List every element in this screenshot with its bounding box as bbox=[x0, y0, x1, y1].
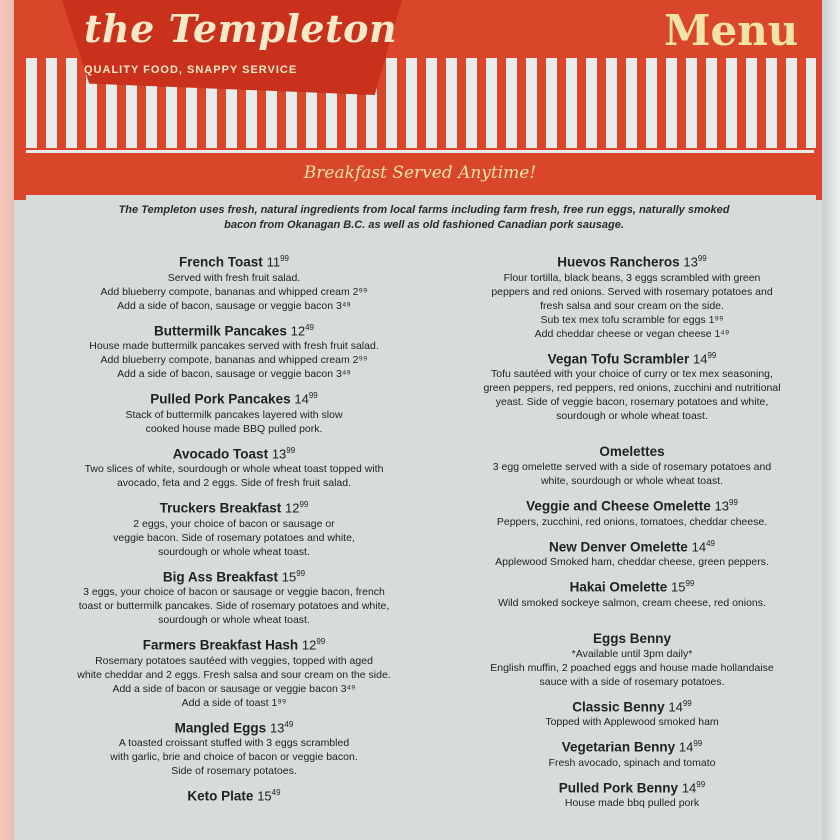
intro-paragraph: The Templeton uses fresh, natural ingredients from local farms including farm fresh, free run eggs, naturally smoked bacon from Okanagan B.C. as well as old fashioned Canadian pork sausage. bbox=[118, 204, 730, 231]
menu-item-price: 14 bbox=[692, 351, 708, 366]
menu-item-title bbox=[452, 575, 812, 596]
menu-item-price: 14 bbox=[681, 780, 697, 795]
paper-edge-right bbox=[822, 0, 840, 840]
menu-item-title bbox=[452, 250, 812, 271]
menu-item-name: Hakai Omelette bbox=[569, 579, 668, 595]
menu-item-title bbox=[44, 319, 424, 340]
menu-item-description: House made buttermilk pancakes served with fresh fruit salad. bbox=[89, 340, 379, 352]
menu-item-price: 13 bbox=[714, 498, 729, 514]
menu-item bbox=[44, 496, 424, 559]
menu-item-description: green peppers, red peppers, red onions, zucchini and nutritional bbox=[483, 382, 781, 394]
menu-item-description: white, sourdough or whole wheat toast. bbox=[540, 475, 724, 487]
menu-item-cents: 99 bbox=[728, 498, 738, 507]
menu-item-name: Omelettes bbox=[599, 444, 665, 459]
menu-item-description: peppers and red onions. Served with rosemary potatoes and bbox=[491, 285, 773, 298]
menu-item-description: *Available until 3pm daily* bbox=[571, 647, 693, 660]
banner-divider bbox=[26, 150, 814, 153]
menu-item bbox=[44, 387, 424, 436]
menu-item-cents: 99 bbox=[299, 500, 309, 509]
menu-item-title bbox=[44, 784, 424, 805]
menu-item-description: yeast. Side of veggie bacon, rosemary potatoes and white, bbox=[495, 396, 769, 408]
menu-item-description: sourdough or whole wheat toast. bbox=[158, 545, 310, 558]
menu-item-description: sourdough or whole wheat toast. bbox=[556, 410, 708, 422]
menu-item-description: Served with fresh fruit salad. bbox=[167, 271, 301, 284]
menu-item-name: Veggie and Cheese Omelette bbox=[526, 498, 711, 514]
menu-item-title bbox=[452, 443, 812, 460]
menu-item-description: Sub tex mex tofu scramble for eggs 1⁹⁹ bbox=[540, 313, 724, 326]
menu-column-left bbox=[44, 250, 424, 811]
menu-sheet bbox=[14, 0, 822, 840]
menu-item-title bbox=[44, 442, 424, 463]
section-gap bbox=[452, 429, 812, 443]
menu-item bbox=[44, 784, 424, 805]
section-gap bbox=[452, 616, 812, 630]
menu-item-description: 3 egg omelette served with a side of rosemary potatoes and bbox=[492, 461, 772, 473]
menu-item-description: Flour tortilla, black beans, 3 eggs scrambled with green bbox=[503, 271, 761, 284]
menu-item-price: 14 bbox=[668, 699, 683, 714]
menu-item-price: 15 bbox=[281, 569, 297, 584]
menu-item-cents: 49 bbox=[706, 538, 715, 548]
menu-item-name: Avocado Toast bbox=[172, 446, 269, 461]
paper-edge-left bbox=[0, 0, 14, 840]
menu-item-name: Buttermilk Pancakes bbox=[154, 323, 287, 338]
menu-item bbox=[452, 535, 812, 570]
menu-item-cents: 99 bbox=[707, 350, 717, 360]
menu-item-description: Add blueberry compote, bananas and whipped cream 2⁹⁹ bbox=[100, 285, 368, 298]
menu-item bbox=[452, 735, 812, 770]
menu-item-cents: 99 bbox=[296, 568, 306, 578]
menu-item-title bbox=[452, 695, 812, 716]
menu-item-description: Applewood Smoked ham, cheddar cheese, green peppers. bbox=[495, 556, 769, 568]
menu-item-description: 3 eggs, your choice of bacon or sausage or veggie bacon, french bbox=[83, 586, 385, 598]
menu-item-description: Add a side of bacon or sausage or veggie bacon 3⁴⁹ bbox=[112, 682, 356, 695]
menu-item-description: white cheddar and 2 eggs. Fresh salsa and sour cream on the side. bbox=[77, 668, 391, 681]
menu-item-description: Add a side of bacon, sausage or veggie bacon 3⁴⁹ bbox=[117, 368, 351, 380]
menu-item-description: House made bbq pulled pork bbox=[564, 797, 700, 809]
menu-item-title bbox=[452, 735, 812, 756]
menu-item bbox=[452, 250, 812, 341]
menu-item bbox=[452, 776, 812, 811]
menu-item-description: Add a side of toast 1⁹⁹ bbox=[181, 696, 287, 709]
menu-item-description: sauce with a side of rosemary potatoes. bbox=[539, 675, 725, 688]
menu-item-description: Peppers, zucchini, red onions, tomatoes, cheddar cheese. bbox=[496, 515, 768, 528]
menu-item bbox=[452, 630, 812, 689]
menu-item-name: French Toast bbox=[179, 254, 263, 270]
menu-item-cents: 99 bbox=[682, 698, 692, 708]
menu-item-name: Mangled Eggs bbox=[174, 720, 267, 735]
menu-item-description: Add cheddar cheese or vegan cheese 1⁴⁹ bbox=[534, 327, 730, 340]
menu-item-price: 14 bbox=[691, 539, 707, 554]
menu-item bbox=[44, 633, 424, 710]
menu-item-description: Add a side of bacon, sausage or veggie bacon 3⁴⁹ bbox=[117, 299, 351, 312]
menu-item-name: Keto Plate bbox=[187, 788, 254, 804]
menu-item-title bbox=[452, 535, 812, 556]
menu-item-description: Topped with Applewood smoked ham bbox=[545, 716, 719, 728]
menu-item-name: New Denver Omelette bbox=[549, 539, 688, 554]
menu-item-name: Big Ass Breakfast bbox=[162, 569, 278, 584]
menu-item-cents: 49 bbox=[305, 322, 314, 332]
menu-item-description: English muffin, 2 poached eggs and house made hollandaise bbox=[490, 661, 774, 674]
brand-name: the Templeton bbox=[84, 6, 398, 51]
menu-heading: Menu bbox=[664, 6, 799, 55]
menu-item bbox=[452, 695, 812, 730]
menu-item-description: Fresh avocado, spinach and tomato bbox=[548, 756, 716, 769]
menu-item-description: 2 eggs, your choice of bacon or sausage or bbox=[133, 517, 335, 530]
menu-item-cents: 99 bbox=[286, 445, 296, 455]
menu-item-description: Rosemary potatoes sautéed with veggies, topped with aged bbox=[95, 654, 373, 667]
menu-item-name: Pulled Pork Benny bbox=[558, 780, 679, 795]
menu-item-cents: 99 bbox=[280, 254, 289, 263]
menu-item-price: 15 bbox=[670, 579, 686, 595]
menu-item-title bbox=[44, 633, 424, 654]
menu-item bbox=[44, 716, 424, 779]
menu-item-price: 11 bbox=[266, 254, 281, 270]
menu-item-description: Wild smoked sockeye salmon, cream cheese, red onions. bbox=[498, 596, 766, 609]
menu-item-title bbox=[44, 387, 424, 408]
menu-item-price: 14 bbox=[294, 391, 309, 407]
menu-item-name: Huevos Rancheros bbox=[557, 254, 680, 270]
menu-item-title bbox=[452, 494, 812, 515]
menu-item-description: Side of rosemary potatoes. bbox=[171, 765, 297, 777]
menu-item-title bbox=[44, 565, 424, 586]
menu-item-description: Two slices of white, sourdough or whole wheat toast topped with bbox=[84, 463, 384, 475]
menu-item-title bbox=[44, 496, 424, 517]
menu-item-description: cooked house made BBQ pulled pork. bbox=[145, 422, 323, 435]
menu-item-price: 13 bbox=[683, 254, 698, 270]
menu-item-description: avocado, feta and 2 eggs. Side of fresh fruit salad. bbox=[116, 477, 352, 489]
menu-item-cents: 99 bbox=[685, 579, 695, 588]
menu-header bbox=[14, 0, 822, 200]
menu-item bbox=[452, 575, 812, 610]
menu-item bbox=[452, 494, 812, 529]
menu-item-title bbox=[44, 716, 424, 737]
menu-item-name: Truckers Breakfast bbox=[159, 500, 282, 516]
menu-item bbox=[452, 347, 812, 424]
menu-item-name: Vegetarian Benny bbox=[561, 739, 676, 755]
menu-item-title bbox=[44, 250, 424, 271]
menu-item-price: 15 bbox=[257, 788, 272, 804]
menu-item-name: Pulled Pork Pancakes bbox=[150, 391, 291, 407]
menu-item bbox=[44, 565, 424, 628]
banner-text: Breakfast Served Anytime! bbox=[303, 163, 537, 183]
menu-item-name: Classic Benny bbox=[572, 699, 665, 714]
menu-column-right bbox=[452, 250, 812, 816]
menu-item bbox=[44, 250, 424, 313]
menu-item bbox=[44, 442, 424, 491]
menu-item-name: Eggs Benny bbox=[592, 630, 671, 646]
menu-item-price: 14 bbox=[678, 739, 694, 755]
menu-item-title bbox=[452, 630, 812, 647]
menu-item-cents: 49 bbox=[284, 719, 294, 729]
menu-item-description: Stack of buttermilk pancakes layered with slow bbox=[125, 408, 343, 421]
menu-item-title bbox=[452, 347, 812, 368]
menu-item-cents: 99 bbox=[693, 739, 703, 748]
menu-item-description: sourdough or whole wheat toast. bbox=[158, 614, 310, 626]
menu-item-description: Tofu sautéed with your choice of curry or tex mex seasoning, bbox=[491, 368, 773, 380]
menu-item-name: Farmers Breakfast Hash bbox=[142, 637, 299, 653]
menu-item-price: 12 bbox=[290, 323, 306, 338]
menu-item-cents: 99 bbox=[308, 391, 318, 400]
brand-tagline: QUALITY FOOD, SNAPPY SERVICE bbox=[84, 64, 298, 76]
menu-item-description: toast or buttermilk pancakes. Side of rosemary potatoes and white, bbox=[78, 600, 390, 612]
menu-item-price: 13 bbox=[271, 446, 287, 461]
menu-item-cents: 49 bbox=[271, 788, 281, 797]
breakfast-banner bbox=[26, 155, 814, 193]
menu-item-price: 12 bbox=[301, 637, 317, 653]
menu-item-description: A toasted croissant stuffed with 3 eggs scrambled bbox=[118, 737, 350, 749]
menu-item-description: with garlic, brie and choice of bacon or veggie bacon. bbox=[110, 751, 358, 763]
menu-item-description: veggie bacon. Side of rosemary potatoes and white, bbox=[113, 531, 355, 544]
menu-item-price: 12 bbox=[284, 500, 300, 516]
menu-item-title bbox=[452, 776, 812, 797]
menu-item-cents: 99 bbox=[697, 254, 707, 263]
menu-item-cents: 99 bbox=[696, 779, 706, 789]
menu-item-description: Add blueberry compote, bananas and whipped cream 2⁹⁹ bbox=[100, 354, 368, 366]
menu-item bbox=[452, 443, 812, 488]
menu-item-price: 13 bbox=[269, 720, 285, 735]
menu-item-description: fresh salsa and sour cream on the side. bbox=[540, 299, 724, 312]
menu-item-cents: 99 bbox=[316, 637, 326, 646]
menu-item bbox=[44, 319, 424, 382]
menu-item-name: Vegan Tofu Scrambler bbox=[547, 351, 690, 366]
